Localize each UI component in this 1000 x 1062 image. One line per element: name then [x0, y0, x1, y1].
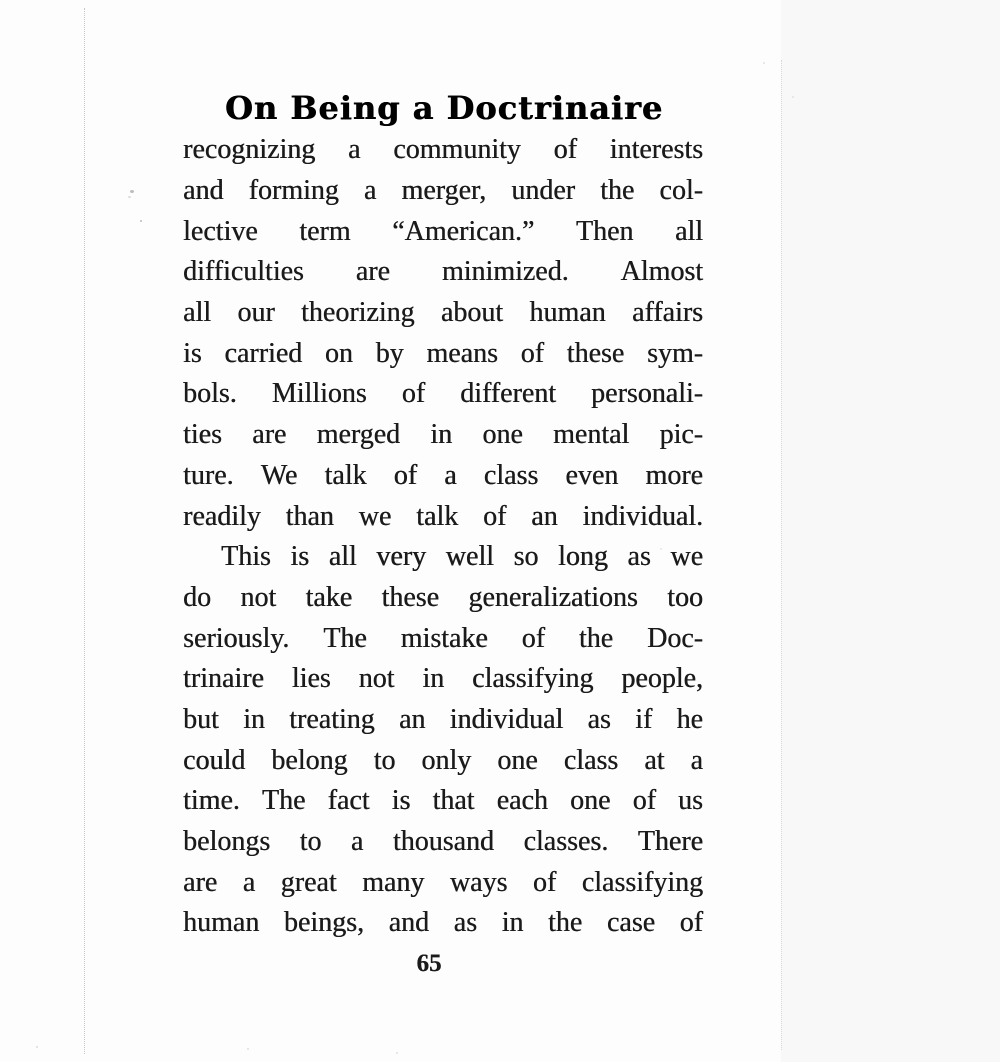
word: of: [553, 134, 577, 166]
text-line: [183, 903, 703, 944]
word: all: [183, 297, 211, 329]
word: by: [375, 337, 404, 369]
word: classes.: [523, 826, 609, 858]
word: one: [497, 744, 538, 776]
word: the: [578, 622, 614, 654]
word: is: [391, 785, 411, 817]
word: Then: [575, 215, 634, 247]
word: as: [453, 907, 477, 939]
text-line: [183, 537, 703, 578]
word: one: [482, 419, 523, 451]
word: a: [690, 744, 703, 776]
word: individual: [449, 703, 564, 735]
word: of: [401, 378, 426, 410]
word: a: [363, 175, 377, 207]
word: forming: [248, 175, 339, 207]
word: merger,: [401, 175, 487, 207]
word: a: [242, 866, 256, 898]
word: belongs: [183, 826, 271, 858]
word: long: [558, 541, 608, 573]
word: and: [388, 907, 430, 939]
text-line: [183, 822, 703, 863]
scan-speck: [36, 1046, 38, 1048]
word: more: [645, 459, 703, 491]
word: even: [565, 459, 619, 491]
word: case: [606, 907, 656, 939]
word: belong: [271, 744, 348, 776]
word: do: [183, 581, 211, 613]
word: our: [237, 297, 275, 329]
word: that: [432, 785, 475, 817]
word: the: [600, 175, 635, 207]
word: great: [280, 866, 337, 898]
word: than: [285, 500, 334, 532]
word: treating: [289, 703, 375, 735]
word: Almost: [620, 256, 703, 288]
word: The: [323, 622, 367, 654]
text-line: [183, 618, 703, 659]
word: ways: [449, 866, 508, 898]
word: beings,: [283, 907, 364, 939]
word: class: [563, 744, 619, 776]
word: talk: [324, 459, 367, 491]
text-line: [183, 333, 703, 374]
word: ties: [183, 419, 222, 451]
word: as: [627, 541, 651, 573]
word: minimized.: [441, 256, 569, 288]
text-line: [183, 171, 703, 212]
word: we: [358, 500, 392, 532]
word: about: [440, 297, 504, 329]
word: are: [355, 256, 390, 288]
text-line: [183, 415, 703, 456]
word: one: [570, 785, 611, 817]
word: many: [362, 866, 425, 898]
word: not: [240, 581, 277, 613]
body-text: [183, 130, 703, 944]
text-line: [183, 740, 703, 781]
scan-speck: [128, 196, 131, 198]
word: an: [531, 500, 558, 532]
word: mental: [553, 419, 630, 451]
word: “American.”: [392, 215, 535, 247]
word: classifying: [472, 663, 594, 695]
word: human: [529, 297, 606, 329]
word: each: [496, 785, 548, 817]
word: at: [644, 744, 665, 776]
text-line: [183, 659, 703, 700]
word: community: [393, 134, 521, 166]
text-line: [183, 781, 703, 822]
word: not: [358, 663, 395, 695]
word: different: [460, 378, 556, 410]
word: time.: [183, 785, 240, 817]
word: very: [376, 541, 427, 573]
page-edge-line-left: [84, 8, 85, 1054]
word: only: [421, 744, 472, 776]
word: we: [670, 541, 703, 573]
word: talk: [416, 500, 459, 532]
word: readily: [183, 500, 261, 532]
word: of: [532, 866, 557, 898]
word: a: [347, 134, 361, 166]
word: sym-: [646, 337, 703, 369]
word: to: [299, 826, 322, 858]
word: col-: [659, 175, 703, 207]
scan-speck: [396, 1052, 398, 1054]
word: so: [513, 541, 539, 573]
word: all: [328, 541, 357, 573]
word: mistake: [400, 622, 488, 654]
text-line: [183, 862, 703, 903]
word: is: [290, 541, 310, 573]
word: a: [350, 826, 364, 858]
word: he: [676, 703, 703, 735]
word: There: [637, 826, 703, 858]
scan-speck: [140, 220, 142, 222]
word: us: [678, 785, 703, 817]
text-line: [183, 456, 703, 497]
word: fact: [327, 785, 370, 817]
word: merged: [316, 419, 401, 451]
word: generalizations: [468, 581, 638, 613]
word: pic-: [659, 419, 703, 451]
page-edge-line-right: [781, 60, 782, 1050]
word: of: [520, 337, 544, 369]
word: in: [422, 663, 445, 695]
word: people,: [621, 663, 703, 695]
word: is: [183, 337, 202, 369]
word: lies: [291, 663, 331, 695]
text-line: [183, 252, 703, 293]
word: of: [483, 500, 507, 532]
text-line: [183, 293, 703, 334]
word: to: [373, 744, 396, 776]
word: recognizing: [183, 134, 316, 166]
page-number: 65: [416, 950, 442, 977]
text-line: [183, 700, 703, 741]
word: seriously.: [183, 622, 290, 654]
word: of: [632, 785, 656, 817]
word: means: [426, 337, 498, 369]
word: on: [324, 337, 353, 369]
word: if: [635, 703, 653, 735]
word: We: [260, 459, 298, 491]
text-line: [183, 130, 703, 171]
word: these: [566, 337, 625, 369]
word: of: [521, 622, 545, 654]
word: The: [261, 785, 306, 817]
word: well: [445, 541, 494, 573]
word: these: [381, 581, 439, 613]
word: Doc-: [647, 622, 703, 654]
word: human: [183, 907, 260, 939]
word: of: [393, 459, 417, 491]
word: personali-: [591, 378, 703, 410]
word: in: [430, 419, 453, 451]
word: too: [667, 581, 703, 613]
word: trinaire: [183, 663, 264, 695]
scan-speck: [130, 190, 134, 193]
word: lective: [183, 215, 258, 247]
word: difficulties: [183, 256, 304, 288]
scan-speck: [763, 62, 765, 64]
word: are: [183, 866, 218, 898]
word: and: [183, 175, 224, 207]
word: as: [587, 703, 611, 735]
scan-speck: [792, 96, 794, 98]
word: thousand: [392, 826, 494, 858]
word: Millions: [271, 378, 367, 410]
word: theorizing: [300, 297, 415, 329]
word: of: [679, 907, 703, 939]
scan-background-strip: [781, 0, 1000, 1062]
word: a: [444, 459, 457, 491]
word: in: [243, 703, 265, 735]
word: an: [398, 703, 426, 735]
word: but: [183, 703, 219, 735]
chapter-title: On Being a Doctrinaire: [224, 89, 664, 128]
word: bols.: [183, 378, 237, 410]
word: carried: [224, 337, 303, 369]
word: in: [501, 907, 524, 939]
text-line: [183, 374, 703, 415]
word: take: [305, 581, 353, 613]
word: individual.: [582, 500, 703, 532]
word: classifying: [581, 866, 703, 898]
word: term: [299, 215, 351, 247]
word: This: [221, 541, 271, 573]
scan-speck: [247, 1048, 249, 1050]
word: are: [252, 419, 287, 451]
word: ture.: [183, 459, 234, 491]
word: class: [483, 459, 539, 491]
word: all: [674, 215, 703, 247]
word: could: [183, 744, 246, 776]
word: under: [511, 175, 575, 207]
text-line: [183, 211, 703, 252]
word: the: [548, 907, 583, 939]
text-line: [183, 496, 703, 537]
word: affairs: [631, 297, 703, 329]
word: interests: [609, 134, 703, 166]
text-line: [183, 578, 703, 619]
